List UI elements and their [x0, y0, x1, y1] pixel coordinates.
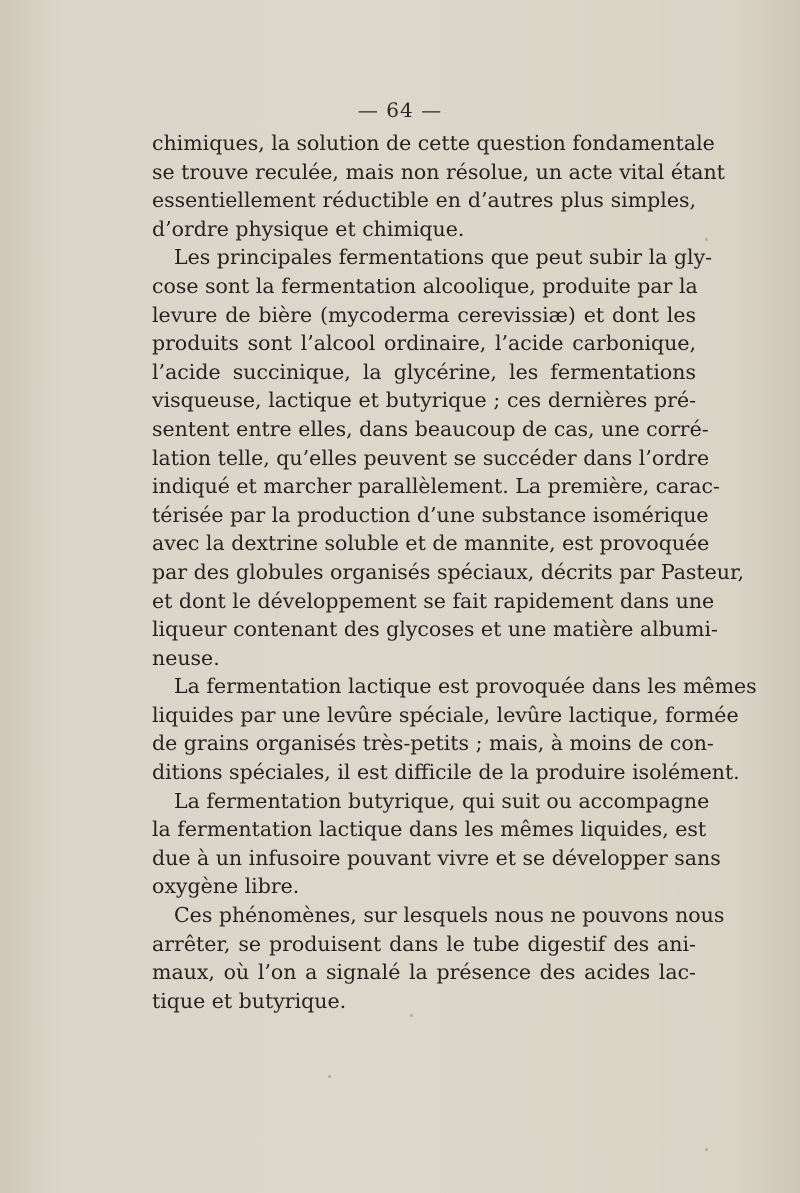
- text-line: indiqué et marcher parallèlement. La première, carac-: [152, 474, 720, 499]
- text-line: de grains organisés très-petits ; mais, à moins de con-: [152, 731, 714, 756]
- paragraph-3: [152, 672, 757, 786]
- text-line: d’ordre physique et chimique.: [152, 216, 465, 241]
- text-line: neuse.: [152, 645, 220, 670]
- text-line: avec la dextrine soluble et de mannite, est provoquée: [152, 531, 710, 556]
- text-line: tique et butyrique.: [152, 988, 347, 1013]
- paper-speck: [705, 238, 708, 241]
- text-line: ditions spéciales, il est difficile de la produire isolément.: [152, 760, 740, 785]
- text-line: La fermentation butyrique, qui suit ou accompagne: [174, 788, 710, 813]
- paragraph-1: [152, 129, 725, 243]
- body-text: [152, 129, 757, 1015]
- text-line: et dont le développement se fait rapidement dans une: [152, 588, 715, 613]
- paper-speck: [410, 1014, 413, 1017]
- text-line: térisée par la production d’une substance isomérique: [152, 502, 709, 527]
- text-line: lation telle, qu’elles peuvent se succéder dans l’ordre: [152, 445, 710, 470]
- text-line: maux, où l’on a signalé la présence des acides lac-: [152, 960, 696, 985]
- text-line: cose sont la fermentation alcoolique, produite par la: [152, 273, 698, 298]
- text-line: l’acide succinique, la glycérine, les fermentations: [152, 359, 696, 384]
- text-line: la fermentation lactique dans les mêmes liquides, est: [152, 817, 707, 842]
- text-line: par des globules organisés spéciaux, décrits par Pasteur,: [152, 559, 745, 584]
- text-line: sentent entre elles, dans beaucoup de cas, une corré-: [152, 416, 709, 441]
- text-line: visqueuse, lactique et butyrique ; ces dernières pré-: [152, 388, 696, 413]
- text-line: oxygène libre.: [152, 874, 300, 899]
- text-line: due à un infusoire pouvant vivre et se développer sans: [152, 845, 721, 870]
- text-line: Ces phénomènes, sur lesquels nous ne pouvons nous: [174, 903, 725, 928]
- text-line: se trouve reculée, mais non résolue, un acte vital étant: [152, 159, 725, 184]
- paper-speck: [705, 1148, 708, 1151]
- text-line: essentiellement réductible en d’autres plus simples,: [152, 188, 696, 213]
- paragraph-2: [152, 243, 745, 672]
- page-number: — 64 —: [357, 98, 443, 122]
- paper-speck: [328, 1075, 331, 1078]
- paragraph-5: [152, 901, 725, 1015]
- paragraph-4: [152, 787, 721, 901]
- text-line: liqueur contenant des glycoses et une matière albumi-: [152, 617, 718, 642]
- text-line: La fermentation lactique est provoquée dans les mêmes: [174, 674, 757, 699]
- text-line: arrêter, se produisent dans le tube digestif des ani-: [152, 931, 696, 956]
- text-line: produits sont l’alcool ordinaire, l’acide carbonique,: [152, 331, 696, 356]
- text-line: liquides par une levûre spéciale, levûre lactique, formée: [152, 702, 739, 727]
- text-line: chimiques, la solution de cette question fondamentale: [152, 131, 715, 155]
- text-line: Les principales fermentations que peut subir la gly-: [174, 245, 713, 270]
- text-line: levure de bière (mycoderma cerevissiæ) et dont les: [152, 302, 696, 327]
